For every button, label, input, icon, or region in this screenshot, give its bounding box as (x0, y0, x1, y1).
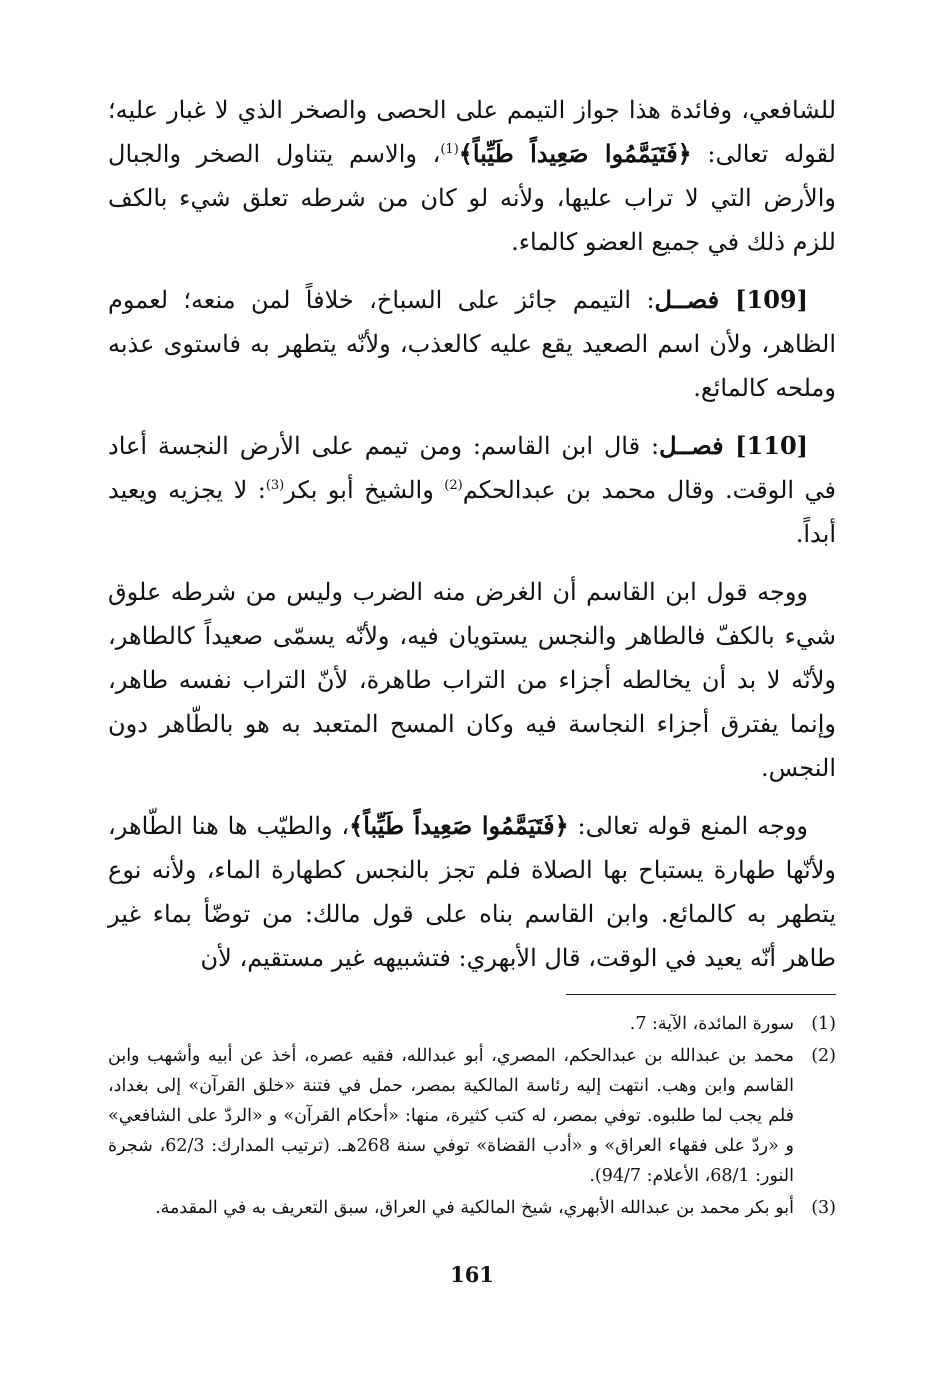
paragraph-5 (108, 804, 836, 980)
footnote-ref-1[interactable]: (1) (440, 142, 459, 157)
footnote-1 (108, 1009, 836, 1039)
paragraph-text: للشافعي، وفائدة هذا جواز التيمم على الحصى والصخر الذي لا غبار عليه؛ لقوله تعالى: (108, 96, 837, 168)
footnote-ref-3[interactable]: (3) (265, 478, 285, 493)
paragraph-section-110 (108, 424, 836, 556)
paragraph-text: ، والاسم يتناول الصخر والجبال والأرض التي لا تراب عليها، ولأنه لو كان من شرطه تعلق شيء بالكف للزم ذلك في جميع العضو كالماء. (108, 140, 836, 256)
footnote-text: محمد بن عبدالله بن عبدالحكم، المصري، أبو عبدالله، فقيه عصره، أخذ عن أبيه وأشهب وابن القاسم وابن وهب. انتهت إليه رئاسة المالكية بمصر، حمل في فتنة «خلق القرآن» إلى بغداد، فلم يجب لما طلبوه. توفي بمصر، له كتب كثيرة، منها: «أحكام القرآن» و «الردّ على الشافعي» و «ردّ على فقهاء العراق» و «أدب القضاة» توفي سنة 268هـ. (ترتيب المدارك: 62/3، شجرة النور: 68/1، الأعلام: 94/7). (108, 1046, 794, 1186)
paragraph-text: ووجه قول ابن القاسم أن الغرض منه الضرب وليس من شرطه علوق شيء بالكفّ فالطاهر والنجس يستويان فيه، ولأنّه يسمّى صعيداً كالطاهر، ولأنّه لا بد أن يخالطه أجزاء من التراب طاهرة، لأنّ التراب نفسه طاهر، وإنما يفترق أجزاء النجاسة فيه وكان المسح المتعبد به هو بالطّاهر دون النجس. (108, 578, 836, 782)
footnote-text: سورة المائدة، الآية: 7. (629, 1014, 794, 1034)
page-number: 161 (450, 1262, 494, 1287)
footnote-3 (108, 1193, 836, 1223)
page-body (108, 88, 836, 1225)
footnote-number: (2) (811, 1046, 836, 1066)
footnote-divider (566, 994, 836, 995)
quran-verse: ﴿فَتَيَمَّمُوا صَعِيداً طَيِّباً﴾ (349, 811, 569, 840)
paragraph-text: ، والطيّب ها هنا الطّاهر، ولأنّها طهارة يستباح بها الصلاة فلم تجز بالنجس كطهارة الماء، ولأنه نوع يتطهر به كالمائع. وابن القاسم بناه على قول مالك: من توضّأ بماء غير طاهر أنّه يعيد في الوقت، قال الأبهري: فتشبيهه غير مستقيم، لأن (108, 812, 836, 972)
footnote-2 (108, 1041, 836, 1191)
section-heading-109: [109] فصــل (654, 285, 808, 314)
footnote-number: (1) (811, 1014, 836, 1034)
paragraph-1 (108, 88, 836, 264)
footnote-number: (3) (811, 1198, 836, 1218)
paragraph-4 (108, 570, 836, 790)
paragraph-text: : التيمم جائز على السباخ، خلافاً لمن منعه؛ لعموم الظاهر، ولأن اسم الصعيد يقع عليه كالعذب، ولأنّه يتطهر به فاستوى عذبه وملحه كالمائع. (108, 286, 836, 402)
paragraph-text: : قال ابن القاسم: ومن تيمم على الأرض النجسة أعاد في الوقت. وقال محمد بن عبدالحكم (108, 432, 836, 504)
paragraph-text: والشيخ أبو بكر (284, 476, 445, 504)
paragraph-text: ووجه المنع قوله تعالى: (568, 812, 808, 840)
section-heading-110: [110] فصــل (659, 431, 809, 460)
footnotes (108, 1009, 836, 1223)
footnote-text: أبو بكر محمد بن عبدالله الأبهري، شيخ المالكية في العراق، سبق التعريف به في المقدمة. (155, 1198, 794, 1218)
paragraph-text: : لا يجزيه ويعيد أبداً. (108, 476, 836, 548)
quran-verse: ﴿فَتَيَمَّمُوا صَعِيداً طَيِّباً﴾ (458, 139, 692, 168)
footnote-ref-2[interactable]: (2) (444, 478, 463, 493)
paragraph-section-109 (108, 278, 836, 410)
